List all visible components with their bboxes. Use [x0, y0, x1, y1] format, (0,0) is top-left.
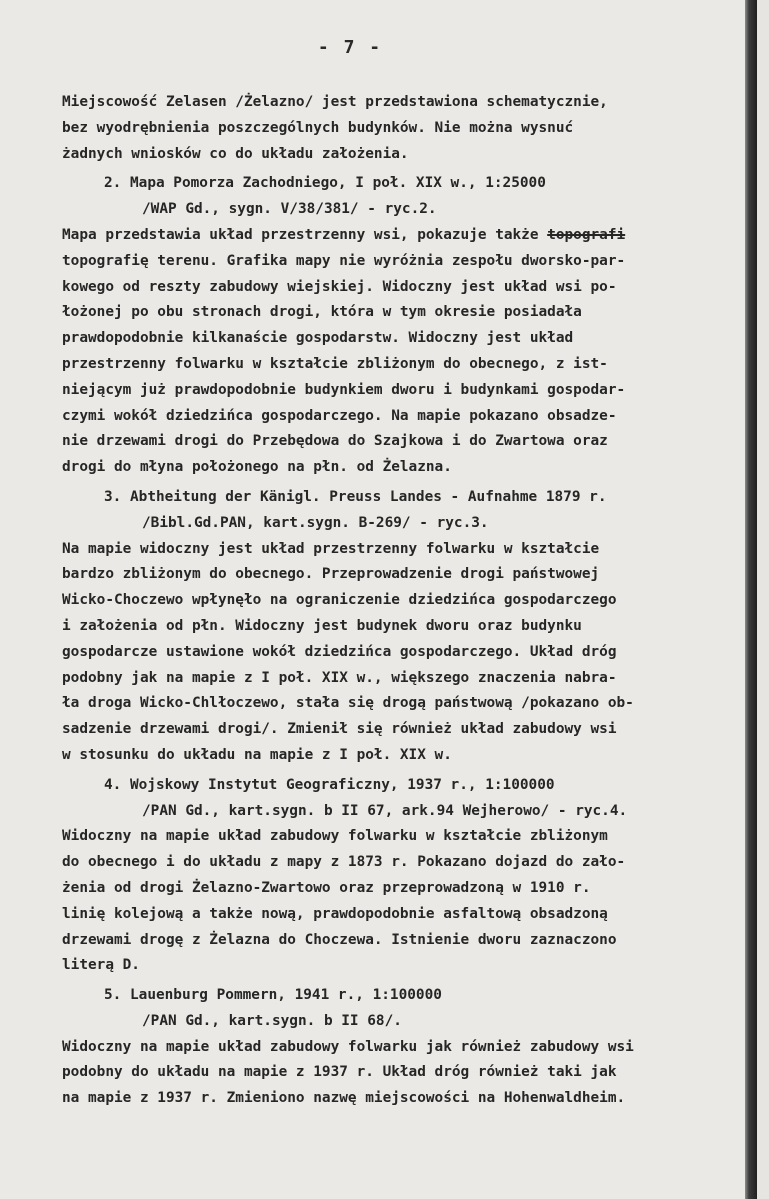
text-line: żadnych wniosków co do układu założenia.: [62, 145, 409, 162]
text-line-with-strike: [62, 223, 757, 249]
text-line: czymi wokół dziedzińca gospodarczego. Na mapie pokazano obsadze-: [62, 407, 617, 424]
section-2: [62, 171, 757, 481]
text-line: linię kolejową a także nową, prawdopodobnie asfaltową obsadzoną: [62, 905, 608, 922]
section-heading: 5. Lauenburg Pommern, 1941 r., 1:100000: [104, 987, 442, 1004]
text-line: Mapa przedstawia układ przestrzenny wsi, pokazuje także: [62, 226, 539, 243]
section-reference: /Bibl.Gd.PAN, kart.sygn. B-269/ - ryc.3.: [142, 514, 489, 531]
text-line: i założenia od płn. Widoczny jest budynek dworu oraz budynku: [62, 617, 582, 634]
section-heading: 4. Wojskowy Instytut Geograficzny, 1937 r., 1:100000: [104, 776, 555, 793]
text-line: ła droga Wicko-Chlłoczewo, stała się drogą państwową /pokazano ob-: [62, 695, 634, 712]
text-line: sadzenie drzewami drogi/. Zmienił się również układ zabudowy wsi: [62, 721, 617, 738]
text-line: podobny do układu na mapie z 1937 r. Układ dróg również taki jak: [62, 1064, 617, 1081]
text-line: łożonej po obu stronach drogi, która w tym okresie posiadała: [62, 304, 582, 321]
text-line: Widoczny na mapie układ zabudowy folwarku jak również zabudowy wsi: [62, 1038, 634, 1055]
text-line: w stosunku do układu na mapie z I poł. XIX w.: [62, 746, 452, 763]
section-heading: 3. Abtheitung der Känigl. Preuss Landes - Aufnahme 1879 r.: [104, 488, 607, 505]
text-line: bez wyodrębnienia poszczególnych budynków. Nie można wysnuć: [62, 119, 574, 136]
struck-word: topografi: [547, 226, 626, 243]
text-line: nie drzewami drogi do Przebędowa do Szajkowa i do Zwartowa oraz: [62, 433, 608, 450]
paragraph-intro: [62, 90, 757, 167]
section-reference: /PAN Gd., kart.sygn. b II 67, ark.94 Wejherowo/ - ryc.4.: [142, 802, 628, 819]
text-line: kowego od reszty zabudowy wiejskiej. Widoczny jest układ wsi po-: [62, 278, 617, 295]
section-3: [62, 485, 757, 769]
text-line: do obecnego i do układu z mapy z 1873 r. Pokazano dojazd do zało-: [62, 854, 626, 871]
text-line: drogi do młyna położonego na płn. od Żelazna.: [62, 459, 452, 476]
text-line: przestrzenny folwarku w kształcie zbliżonym do obecnego, z ist-: [62, 355, 608, 372]
section-heading: 2. Mapa Pomorza Zachodniego, I poł. XIX w., 1:25000: [104, 175, 546, 192]
text-line: gospodarcze ustawione wokół dziedzińca gospodarczego. Układ dróg: [62, 643, 617, 660]
section-4: [62, 773, 757, 979]
page-number: - 7 -: [317, 37, 383, 58]
text-line: Miejscowość Zelasen /Żelazno/ jest przedstawiona schematycznie,: [62, 94, 608, 110]
text-line: Na mapie widoczny jest układ przestrzenny folwarku w kształcie: [62, 540, 600, 557]
text-line: bardzo zbliżonym do obecnego. Przeprowadzenie drogi państwowej: [62, 566, 600, 583]
document-body: [62, 90, 757, 1112]
text-line: Widoczny na mapie układ zabudowy folwarku w kształcie zbliżonym: [62, 828, 608, 845]
scan-edge-shadow: [745, 0, 757, 1199]
text-line: literą D.: [62, 957, 140, 974]
text-line: prawdopodobnie kilkanaście gospodarstw. Widoczny jest układ: [62, 330, 574, 347]
text-line: niejącym już prawdopodobnie budynkiem dworu i budynkami gospodar-: [62, 381, 626, 398]
text-line: podobny jak na mapie z I poł. XIX w., większego znaczenia nabra-: [62, 669, 617, 686]
text-line: Wicko-Choczewo wpłynęło na ograniczenie dziedzińca gospodarczego: [62, 592, 617, 609]
section-reference: /PAN Gd., kart.sygn. b II 68/.: [142, 1012, 402, 1029]
text-line: żenia od drogi Żelazno-Zwartowo oraz przeprowadzoną w 1910 r.: [62, 879, 591, 896]
text-line: drzewami drogę z Żelazna do Choczewa. Istnienie dworu zaznaczono: [62, 931, 617, 948]
text-line: na mapie z 1937 r. Zmieniono nazwę miejscowości na Hohenwaldheim.: [62, 1090, 626, 1107]
text-line: topografię terenu. Grafika mapy nie wyróżnia zespołu dworsko-par-: [62, 252, 626, 269]
section-5: [62, 983, 757, 1112]
section-reference: /WAP Gd., sygn. V/38/381/ - ryc.2.: [142, 201, 437, 218]
